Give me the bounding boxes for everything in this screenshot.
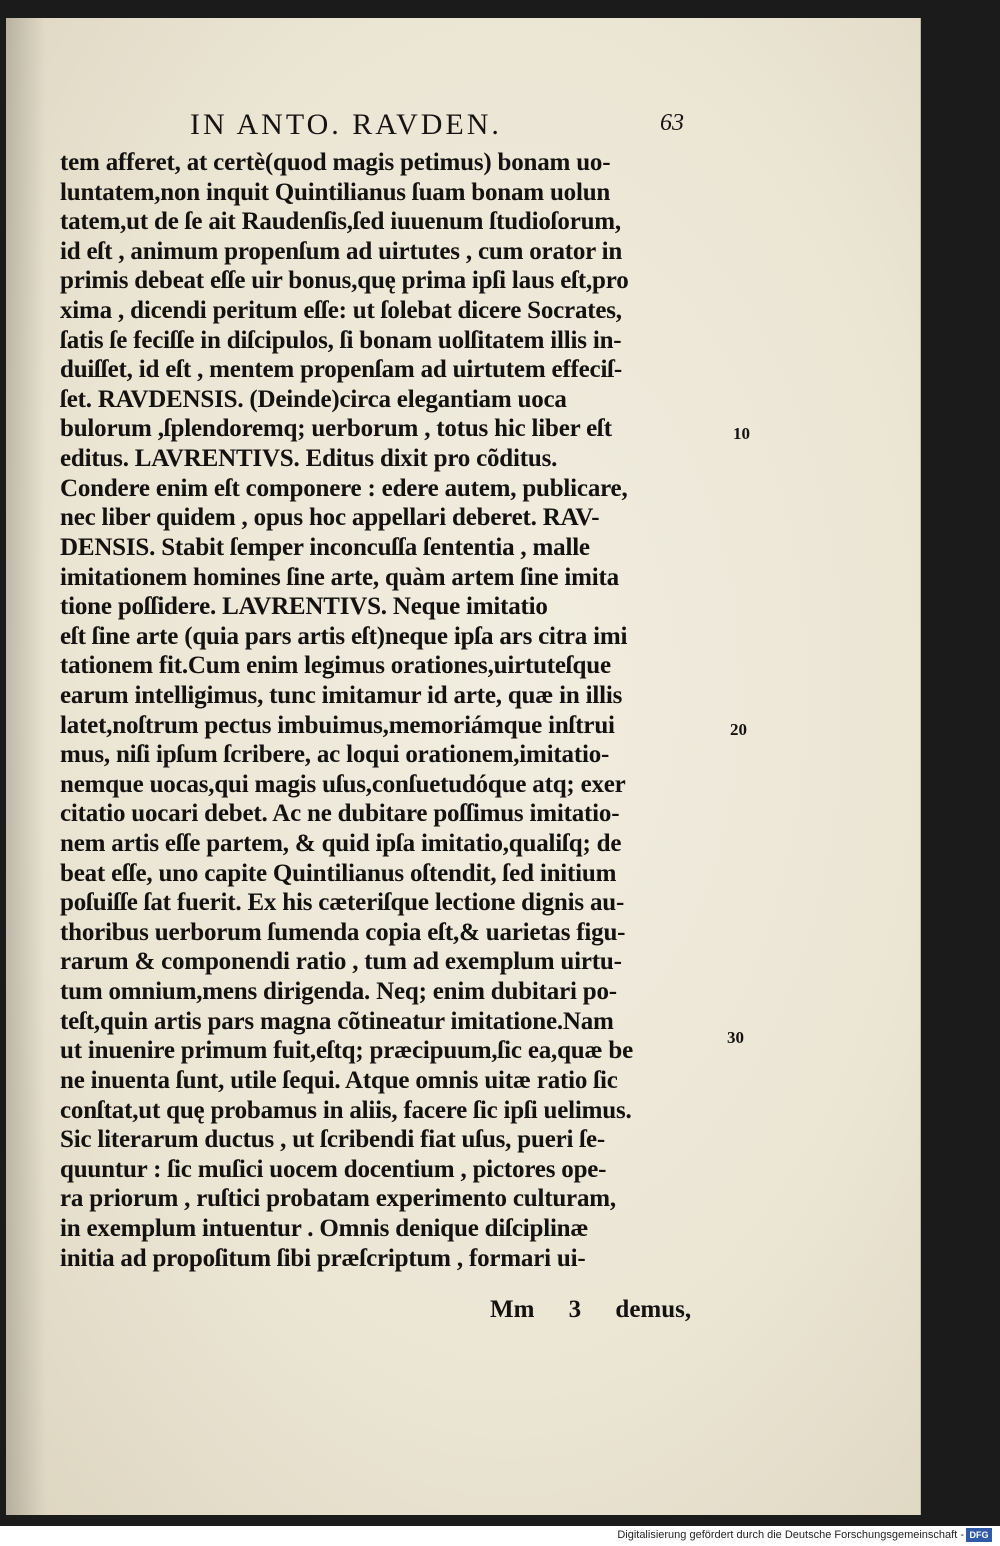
text-line: tem afferet, at certè(quod magis petimus) bonam uo- [60,149,611,176]
text-line: rarum & componendi ratio , tum ad exemplum uirtu- [60,948,622,976]
text-line: ut inuenire primum fuit,eſtq; præcipuum,ſic ea,quæ be [60,1037,633,1065]
gutter-shadow [6,18,46,1515]
text-line: earum intelligimus, tunc imitamur id arte, quæ in illis [60,681,623,709]
margin-line-number: 30 [727,1028,744,1047]
text-line: luntatem,non inquit Quintilianus ſuam bonam uolun [60,178,611,206]
text-line: xima , dicendi peritum eſſe: ut ſolebat dicere Socrates, [60,297,622,325]
text-line: tatem,ut de ſe ait Raudenſis,ſed iuuenum ſtudioſorum, [60,208,621,236]
text-line: ne inuenta ſunt, utile ſequi. Atque omnis uitæ ratio ſic [60,1066,618,1094]
text-line: citatio uocari debet. Ac ne dubitare poſſimus imitatio- [60,800,620,828]
text-line: nec liber quidem , opus hoc appellari deberet. RAV- [60,504,600,532]
text-line: nem artis eſſe partem, & quid ipſa imitatio,qualiſq; de [60,830,622,858]
body-text [60,148,740,1273]
dfg-logo[interactable]: DFG [966,1528,992,1542]
text-line: poſuiſſe ſat fuerit. Ex his cæteriſque lectione dignis au- [60,889,625,917]
page-number: 63 [660,110,684,136]
text-line: teſt,quin artis pars magna cõtineatur imitatione.Nam [60,1007,614,1035]
funding-credit: Digitalisierung gefördert durch die Deutsche Forschungsgemeinschaft - [617,1529,964,1541]
text-line: tione poſſidere. LAVRENTIVS. Neque imitatio [60,593,548,621]
text-line: id eſt , animum propenſum ad uirtutes , cum orator in [60,237,623,265]
text-line: editus. LAVRENTIVS. Editus dixit pro cõditus. [60,445,558,473]
text-line: Condere enim eſt componere : edere autem, publicare, [60,474,628,502]
text-line: conſtat,ut quę probamus in aliis, facere ſic ipſi uelimus. [60,1096,632,1124]
running-title: IN ANTO. RAVDEN. [190,108,502,141]
text-line: primis debeat eſſe uir bonus,quę prima ipſi laus eſt,pro [60,267,629,295]
text-line: duiſſet, id eſt , mentem propenſam ad uirtutem effeciſ- [60,356,623,384]
catchwords-signature: Mm 3 demus, [490,1296,692,1323]
text-line: initia ad propoſitum ſibi præſcriptum , formari ui- [60,1244,586,1272]
text-line: beat eſſe, uno capite Quintilianus oſtendit, ſed initium [60,859,617,887]
text-line: eſt ſine arte (quia pars artis eſt)neque ipſa ars citra imi [60,622,628,650]
text-line: DENSIS. Stabit ſemper inconcuſſa ſententia , malle [60,533,590,561]
text-line: ſatis ſe feciſſe in diſcipulos, ſi bonam uolſitatem illis in- [60,326,622,354]
text-line: in exemplum intuentur . Omnis denique diſciplinæ [60,1214,589,1242]
text-line: tationem fit.Cum enim legimus orationes,uirtuteſque [60,652,611,680]
text-line: tum omnium,mens dirigenda. Neq; enim dubitari po- [60,978,617,1006]
text-line: mus, niſi ipſum ſcribere, ac loqui orationem,imitatio- [60,741,610,769]
margin-line-number: 20 [730,720,747,739]
text-line: nemque uocas,qui magis uſus,conſuetudóque atq; exer [60,770,626,798]
text-line: ra priorum , ruſtici probatam experimento culturam, [60,1185,616,1213]
text-line: Sic literarum ductus , ut ſcribendi fiat uſus, pueri ſe- [60,1126,606,1154]
text-line: imitationem homines ſine arte, quàm artem ſine imita [60,563,619,591]
text-line: latet,noſtrum pectus imbuimus,memoriámque inſtrui [60,711,615,739]
text-line: thoribus uerborum ſumenda copia eſt,& uarietas figu- [60,918,626,946]
text-line: ſet. RAVDENSIS. (Deinde)circa elegantiam uoca [60,385,567,413]
margin-line-number: 10 [733,424,750,443]
text-line: quuntur : ſic muſici uocem docentium , pictores ope- [60,1155,607,1183]
text-line: bulorum ,ſplendoremq; uerborum , totus hic liber eſt [60,415,612,443]
